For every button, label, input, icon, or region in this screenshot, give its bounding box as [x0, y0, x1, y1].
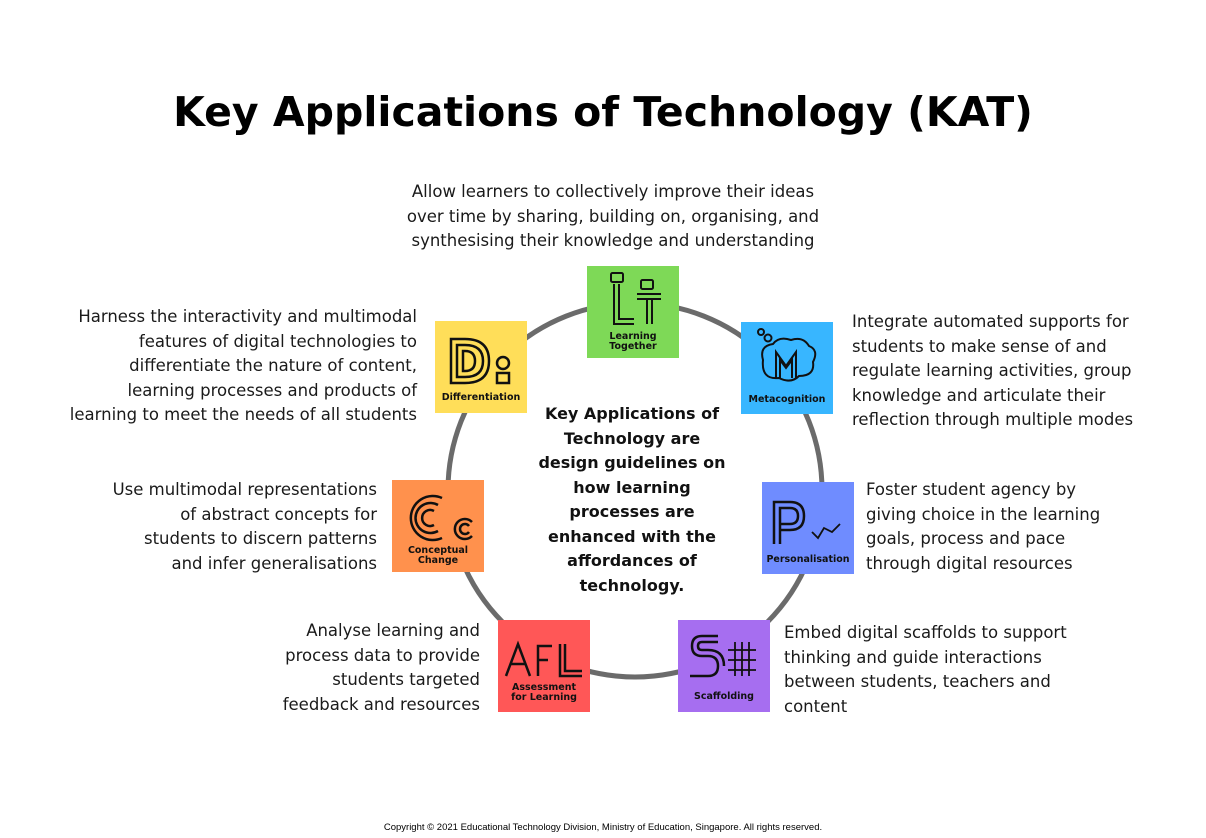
- assessment-for-learning-description: [240, 619, 480, 717]
- tile-label-line: Assessment: [511, 682, 577, 693]
- learning-together-description: [403, 180, 823, 254]
- desc-line: giving choice in the learning: [866, 504, 1101, 524]
- desc-line: features of digital technologies to: [138, 331, 417, 351]
- desc-line: between students, teachers and: [784, 672, 1051, 691]
- page-title: Key Applications of Technology (KAT): [173, 88, 1033, 136]
- desc-line: goals, process and pace: [866, 529, 1066, 548]
- desc-line: Embed digital scaffolds to support: [784, 623, 1067, 642]
- desc-line: students to make sense of and: [852, 336, 1107, 356]
- differentiation-tile: [435, 321, 527, 413]
- copyright-notice: Copyright © 2021 Educational Technology Division, Ministry of Education, Singapore. All rights reserved.: [383, 822, 823, 833]
- desc-line: Foster student agency by: [866, 480, 1077, 499]
- differentiation-description: [40, 305, 417, 428]
- tile-label-line: Together: [609, 341, 657, 352]
- desc-line: Use multimodal representations: [112, 480, 377, 499]
- personalisation-description: [866, 478, 1146, 576]
- conceptual-change-description: [60, 478, 377, 576]
- desc-line: of abstract concepts for: [180, 504, 377, 524]
- scaffolding-description: [784, 621, 1084, 719]
- desc-line: thinking and guide interactions: [784, 647, 1042, 667]
- desc-line: regulate learning activities, group: [852, 361, 1132, 380]
- desc-line: through digital resources: [866, 553, 1073, 573]
- metacognition-description: [852, 310, 1172, 433]
- tile-label-line: Personalisation: [766, 554, 850, 565]
- scaffolding-tile: [678, 620, 770, 712]
- desc-line: and infer generalisations: [171, 553, 377, 573]
- tile-label-line: for Learning: [511, 692, 577, 703]
- tile-label-line: Differentiation: [441, 392, 521, 403]
- desc-line: learning to meet the needs of all students: [69, 405, 417, 424]
- tile-label-line: Learning: [609, 331, 657, 342]
- desc-line: students targeted: [332, 670, 480, 689]
- desc-line: knowledge and articulate their: [852, 385, 1106, 405]
- desc-line: Analyse learning and: [306, 621, 480, 640]
- desc-line: content: [784, 696, 848, 716]
- desc-line: Allow learners to collectively improve their ideas: [411, 182, 815, 201]
- desc-line: over time by sharing, building on, organising, and: [406, 206, 820, 226]
- desc-line: feedback and resources: [282, 694, 480, 714]
- desc-line: process data to provide: [285, 645, 480, 665]
- center-description: Key Applications of Technology are design guidelines on how learning processes are enhanced with the affordances of technology.: [538, 404, 726, 595]
- desc-line: differentiate the nature of content,: [129, 356, 417, 375]
- desc-line: Integrate automated supports for: [852, 312, 1129, 331]
- desc-line: students to discern patterns: [143, 529, 377, 548]
- personalisation-tile: [762, 482, 854, 574]
- tile-label-line: Scaffolding: [694, 691, 754, 702]
- metacognition-tile: [741, 322, 833, 414]
- tile-label-line: Conceptual: [407, 545, 469, 556]
- tile-label-line: Change: [417, 555, 459, 566]
- tile-label-line: Metacognition: [748, 394, 826, 405]
- assessment-for-learning-tile: [498, 620, 590, 712]
- desc-line: Harness the interactivity and multimodal: [78, 307, 417, 326]
- desc-line: synthesising their knowledge and understanding: [411, 231, 815, 250]
- conceptual-change-tile: [392, 480, 484, 572]
- desc-line: reflection through multiple modes: [852, 410, 1134, 429]
- desc-line: learning processes and products of: [127, 380, 417, 400]
- learning-together-tile: [587, 266, 679, 358]
